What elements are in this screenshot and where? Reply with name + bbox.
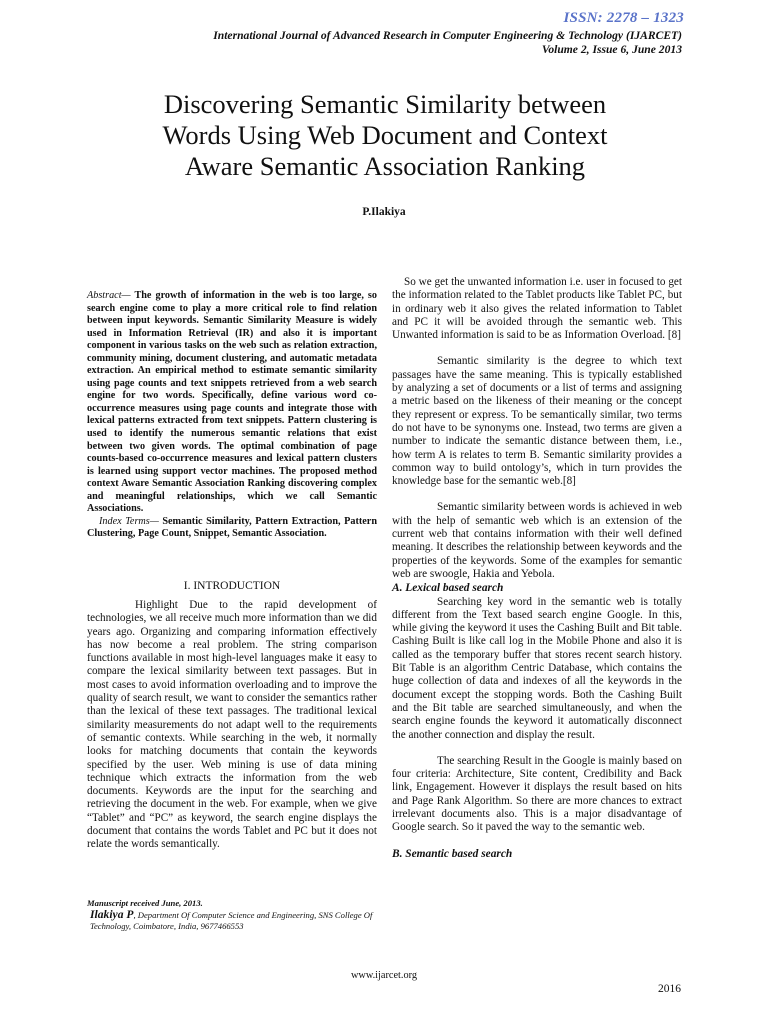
index-terms-label: Index Terms— — [99, 515, 159, 527]
paragraph-google-search: The searching Result in the Google is mainly based on four criteria: Architecture, Site content, Credibility and Back link, Engagement. However it displays the result based on hits and Page Rank Algorithm. So there are more chances to extract irrelevant documents also. This is a major disadvantage of Google search. So it paved the way to the semantic web. — [392, 754, 682, 834]
journal-name: International Journal of Advanced Research in Computer Engineering & Technology (IJARCET) — [213, 29, 682, 42]
journal-volume: Volume 2, Issue 6, June 2013 — [541, 43, 682, 56]
section-a-heading: A. Lexical based search — [392, 582, 504, 595]
introduction-paragraph: Highlight Due to the rapid development of technologies, we all receive much more information than we did years ago. Organizing and comparing information effectively has now become a real problem. The string comparison functions available in most high-level languages make it easy to compare the lexical similarity between text passages. But in most cases to avoid information overloading and to improve the quality of search result, we want to consider the semantics rather than the lexical of these text passages. The traditional lexical similarity measurements do not adapt well to the requirements of semantic contexts. While searching in the web, it normally looks for matching documents that contain the keywords specified by the user. Web mining is use of data mining technique which extracts the information from the web documents. Keywords are the input for the searching and retrieving the document in the web. For example, when we give “Tablet” and “PC” as keyword, the search engine displays the document that contains the words Tablet and PC but it does not relate the words semantically. — [87, 599, 377, 851]
index-terms-text: Semantic Similarity, Pattern Extraction, Pattern Clustering, Page Count, Snippet, Semantic Association. — [87, 515, 377, 540]
abstract-text: The growth of information in the web is too large, so search engine come to play a more critical role to find relation between input keywords. Semantic Similarity Measure is widely used in Information Retrieval (IR) and also it is important component in various tasks on the web such as relation extraction, community mining, document clustering, and automatic metadata extraction. An empirical method to estimate semantic similarity using page counts and text snippets retrieved from a web search engine for two words. Specifically, define various word co-occurrence measures using page counts and integrate those with lexical patterns extracted from text snippets. Pattern clustering is used to identify the numerous semantic relations that exist between two given words. The optimal combination of page counts-based co-occurrence measures and lexical pattern clusters is learned using support vector machines. The proposed method context Aware Semantic Association Ranking discovering complex and meaningful relationships, which we call Semantic Associations. — [87, 290, 377, 515]
title-line: Words Using Web Document and Context — [162, 120, 608, 150]
paragraph-semantic-similarity: Semantic similarity is the degree to which text passages have the same meaning. This is typically established by analyzing a set of documents or a list of terms and assigning a metric based on the likeness of their meaning or the concept they represent or express. To be semantically similar, two terms do not have to be synonyms one. Instead, two terms are given a number to indicate the semantic distance between them, i.e., how term A is relates to term B. Semantic similarity provides a common way to build ontology’s, which in turn provides the knowledge base for the semantic web.[8] — [392, 355, 682, 488]
footnote-affiliation: , Department Of Computer Science and Engineering, SNS College Of Technology, Coimbatore, India, 9677466553 — [90, 910, 373, 931]
right-column — [392, 276, 682, 861]
footnote — [87, 898, 377, 932]
page-number: 2016 — [658, 983, 681, 995]
paragraph-semantic-web: Semantic similarity between words is achieved in web with the help of semantic web which is an extension of the current web that contains information with their well defined meaning. It describes the relationship between keywords and the properties of the keywords. Some of the examples for semantic web are swoogle, Hakia and Yebola. — [392, 501, 682, 580]
index-terms — [87, 516, 377, 541]
footer-url: www.ijarcet.org — [350, 970, 418, 981]
paper-title — [100, 89, 670, 182]
section-b-heading: B. Semantic based search — [392, 847, 513, 860]
paper-author: P.Ilakiya — [362, 206, 406, 218]
left-column — [87, 290, 377, 541]
title-line: Aware Semantic Association Ranking — [184, 151, 586, 181]
paragraph-information-overload: So we get the unwanted information i.e. user in focused to get the information related to the Tablet products like Tablet PC, but in ordinary web it also gives the related information to Tablet and PC it will be avoided through the semantic web. This Unwanted information is said to be as Information Overload. [8] — [392, 276, 682, 342]
footnote-author: Ilakiya P — [90, 908, 134, 921]
title-line: Discovering Semantic Similarity between — [163, 89, 607, 119]
author-affiliation-note — [87, 909, 377, 932]
paragraph-lexical-search: Searching key word in the semantic web is totally different from the Text based search engine Google. In this, while giving the keyword it uses the Cashing Built and Bit table. Cashing Built is like call log in the Mobile Phone and also it is called as the temporary buffer that stores recent search history. Bit Table is an algorithm Centric Database, which contains the huge collection of data and indexes of all the keywords in the document except the stopping words. Both the Cashing Built and the Bit table are searched simultaneously, and when the search engine founds the keyword it automatically disconnect the another connection and display the result. — [392, 595, 682, 741]
issn-label: ISSN: 2278 – 1323 — [563, 10, 684, 26]
abstract — [87, 290, 377, 516]
introduction-heading: I. INTRODUCTION — [183, 580, 281, 592]
manuscript-received: Manuscript received June, 2013. — [87, 898, 203, 908]
introduction-body — [87, 599, 377, 852]
abstract-label: Abstract— — [87, 290, 131, 301]
